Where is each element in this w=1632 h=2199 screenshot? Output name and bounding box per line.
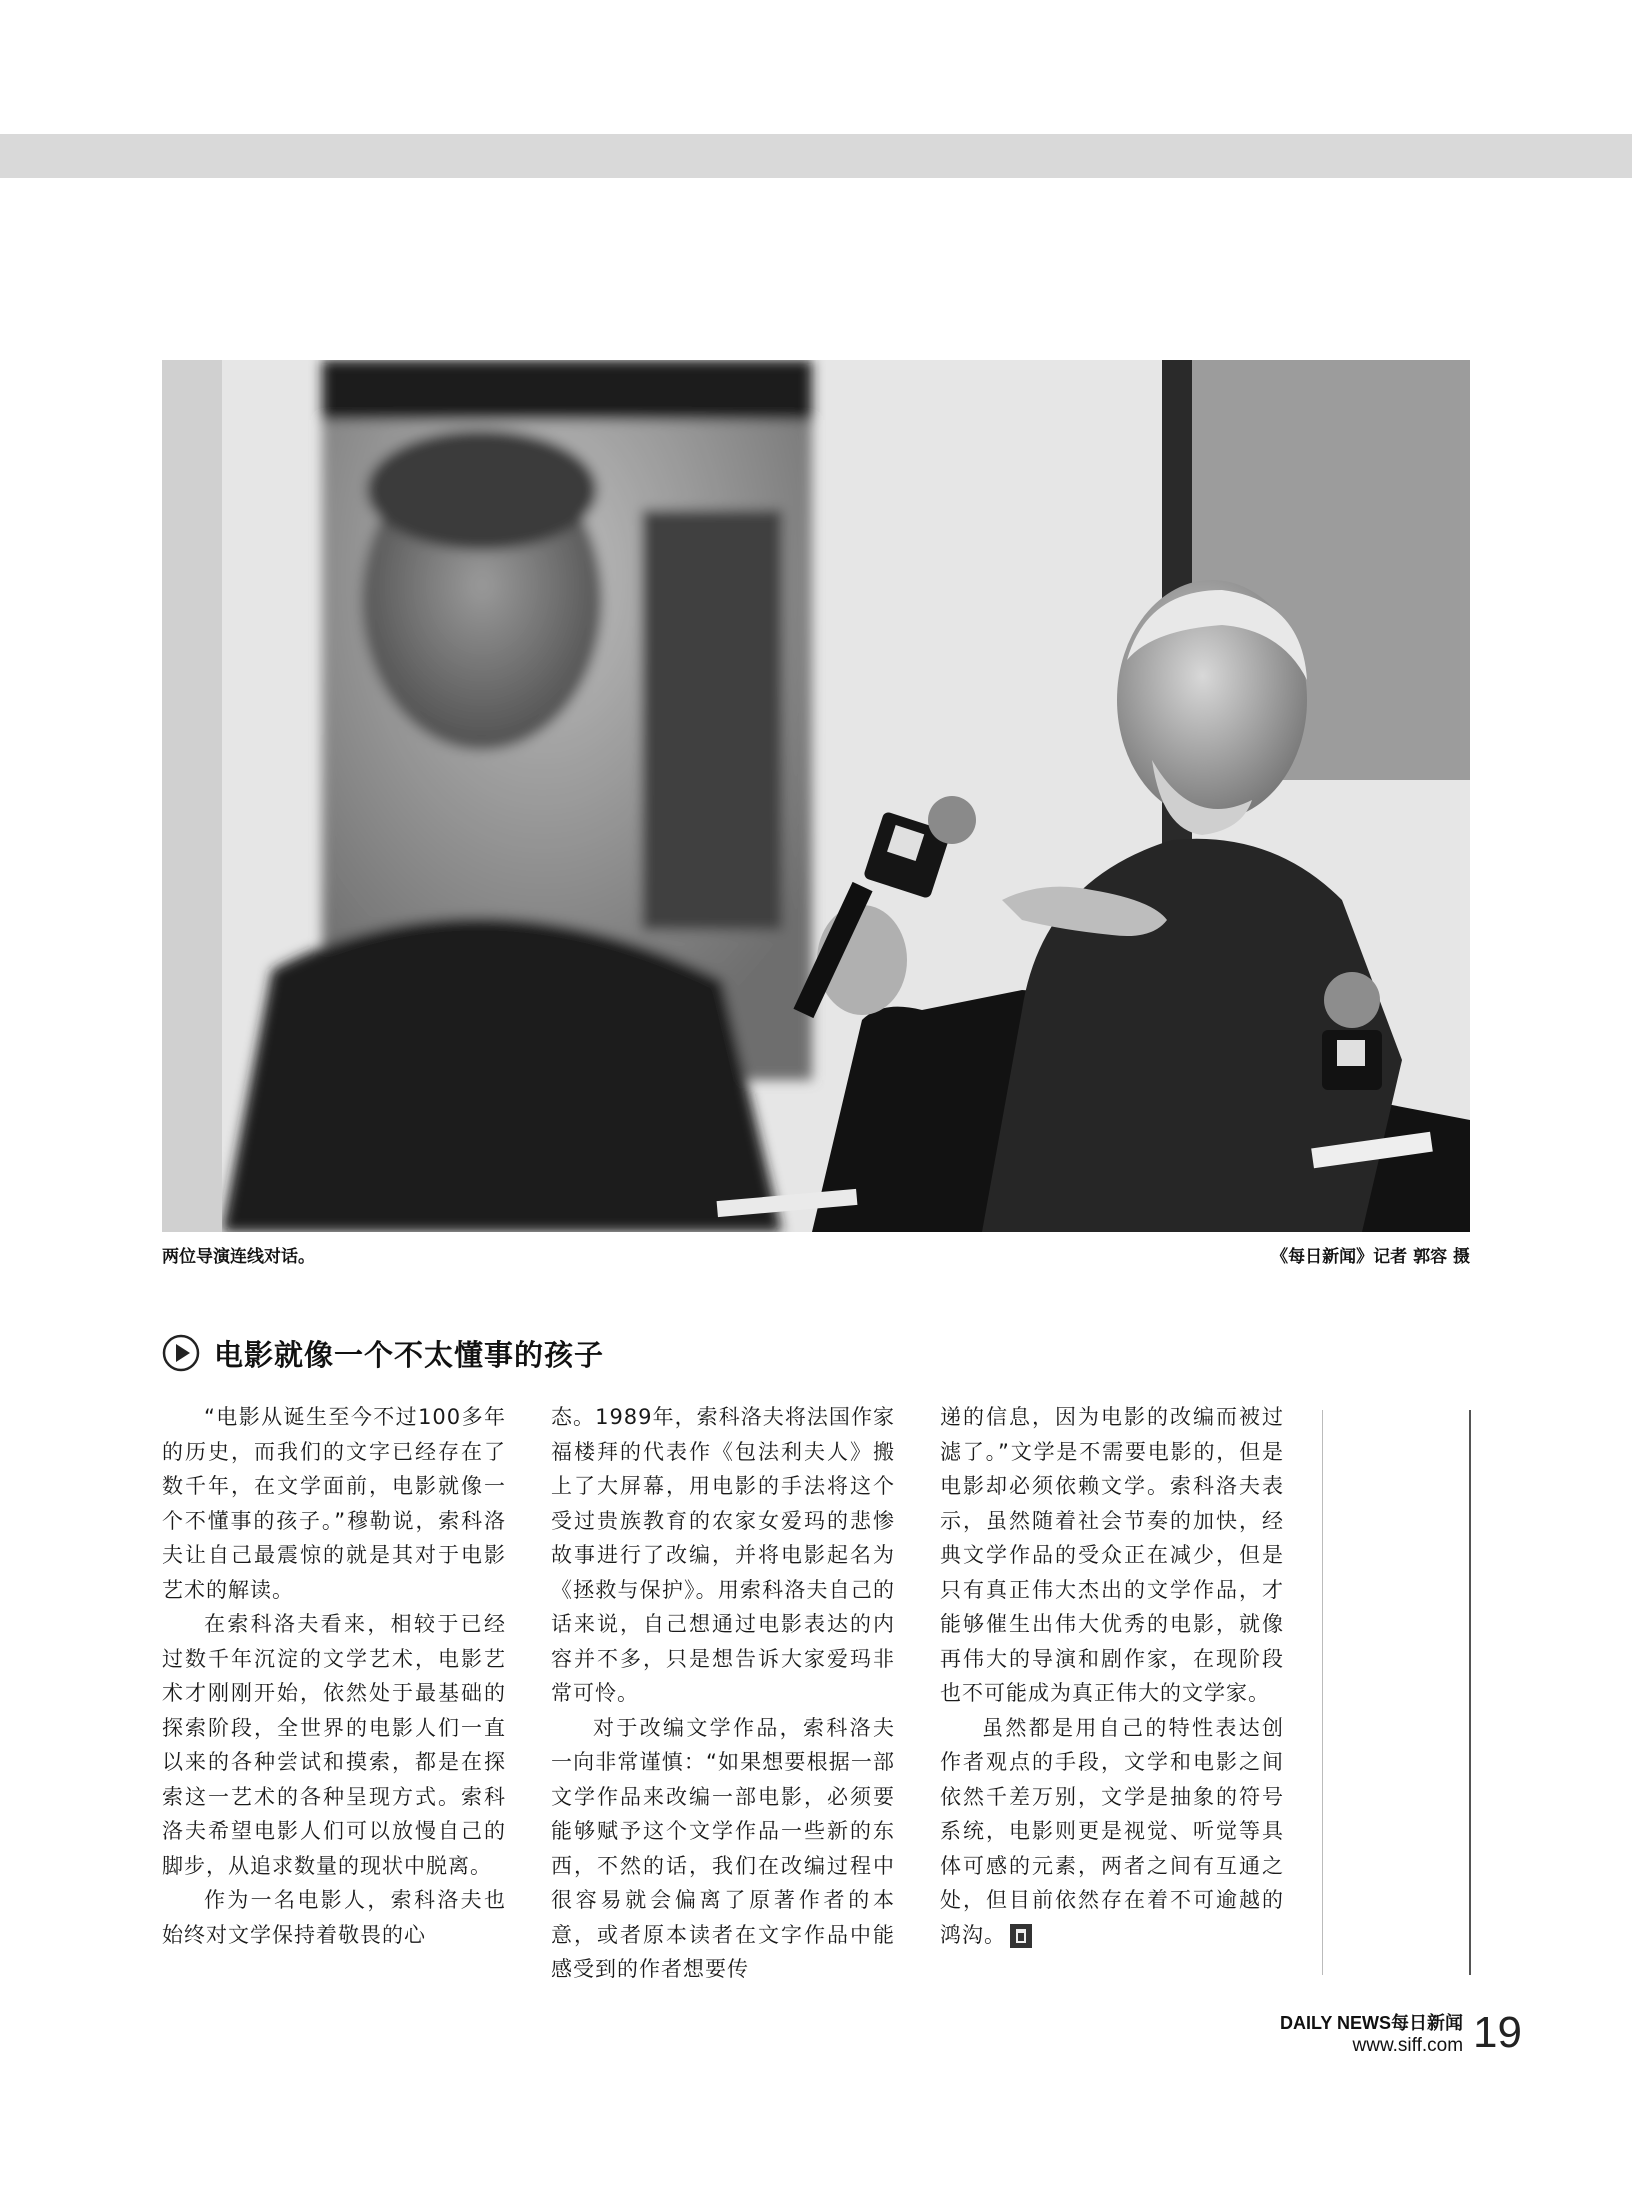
paragraph: 对于改编文学作品，索科洛夫一向非常谨慎：“如果想要根据一部文学作品来改编一部电影，必须要能够赋予这个文学作品一些新的东西，不然的话，我们在改编过程中很容易就会偏离了原著作者的本意，或者原本读者在文字作品中能感受到的作者想要传 — [551, 1715, 895, 1981]
page-number: 19 — [1473, 2008, 1522, 2057]
play-circle-icon — [162, 1334, 200, 1372]
section-heading-text: 电影就像一个不太懂事的孩子 — [214, 1337, 605, 1372]
paragraph: 态。1989年，索科洛夫将法国作家福楼拜的代表作《包法利夫人》搬上了大屏幕，用电影的手法将这个受过贵族教育的农家女爱玛的悲惨故事进行了改编，并将电影起名为《拯救与保护》。用索科洛夫自己的话来说，自己想通过电影表达的内容并不多，只是想告诉大家爱玛非常可怜。 — [551, 1405, 895, 1705]
paragraph — [940, 1711, 1284, 1953]
paragraph: 递的信息，因为电影的改编而被过滤了。”文学是不需要电影的，但是电影却必须依赖文学。索科洛夫表示，虽然随着社会节奏的加快，经典文学作品的受众正在减少，但是只有真正伟大杰出的文学作品，才能够催生出伟大优秀的电影，就像再伟大的导演和剧作家，在现阶段也不可能成为真正伟大的文学家。 — [940, 1405, 1284, 1705]
footer-brand: DAILY NEWS每日新闻 — [1280, 2013, 1464, 2033]
photo-illustration — [162, 360, 1470, 1232]
top-band — [0, 134, 1632, 178]
event-photo — [162, 360, 1470, 1232]
section-heading — [162, 1330, 604, 1376]
photo-credit: 《每日新闻》记者 郭容 摄 — [1271, 1247, 1470, 1267]
article-column-3 — [940, 1400, 1284, 1952]
footer-url: www.siff.com — [1352, 2035, 1464, 2056]
column-divider — [1322, 1410, 1323, 1975]
page-footer — [1280, 2008, 1522, 2058]
article-column-1 — [162, 1400, 506, 1952]
paragraph: 在索科洛夫看来，相较于已经过数千年沉淀的文学艺术，电影艺术才刚刚开始，依然处于最基础的探索阶段，全世界的电影人们一直以来的各种尝试和摸索，都是在探索这一艺术的各种呈现方式。索科洛夫希望电影人们可以放慢自己的脚步，从追求数量的现状中脱离。 — [162, 1612, 506, 1878]
end-mark-icon — [1010, 1924, 1032, 1948]
column-divider — [1469, 1410, 1471, 1975]
paragraph: 作为一名电影人，索科洛夫也始终对文学保持着敬畏的心 — [162, 1888, 506, 1947]
photo-caption: 两位导演连线对话。 — [162, 1247, 315, 1267]
paragraph: “电影从诞生至今不过100多年的历史，而我们的文字已经存在了数千年，在文学面前，电影就像一个不懂事的孩子。”穆勒说，索科洛夫让自己最震惊的就是其对于电影艺术的解读。 — [162, 1405, 506, 1602]
paragraph-text: 虽然都是用自己的特性表达创作者观点的手段，文学和电影之间依然千差万别，文学是抽象的符号系统，电影则更是视觉、听觉等具体可感的元素，两者之间有互通之处，但目前依然存在着不可逾越的鸿沟。 — [940, 1715, 1284, 1947]
footer-text — [1280, 2009, 1463, 2057]
article-column-2 — [551, 1400, 895, 1987]
